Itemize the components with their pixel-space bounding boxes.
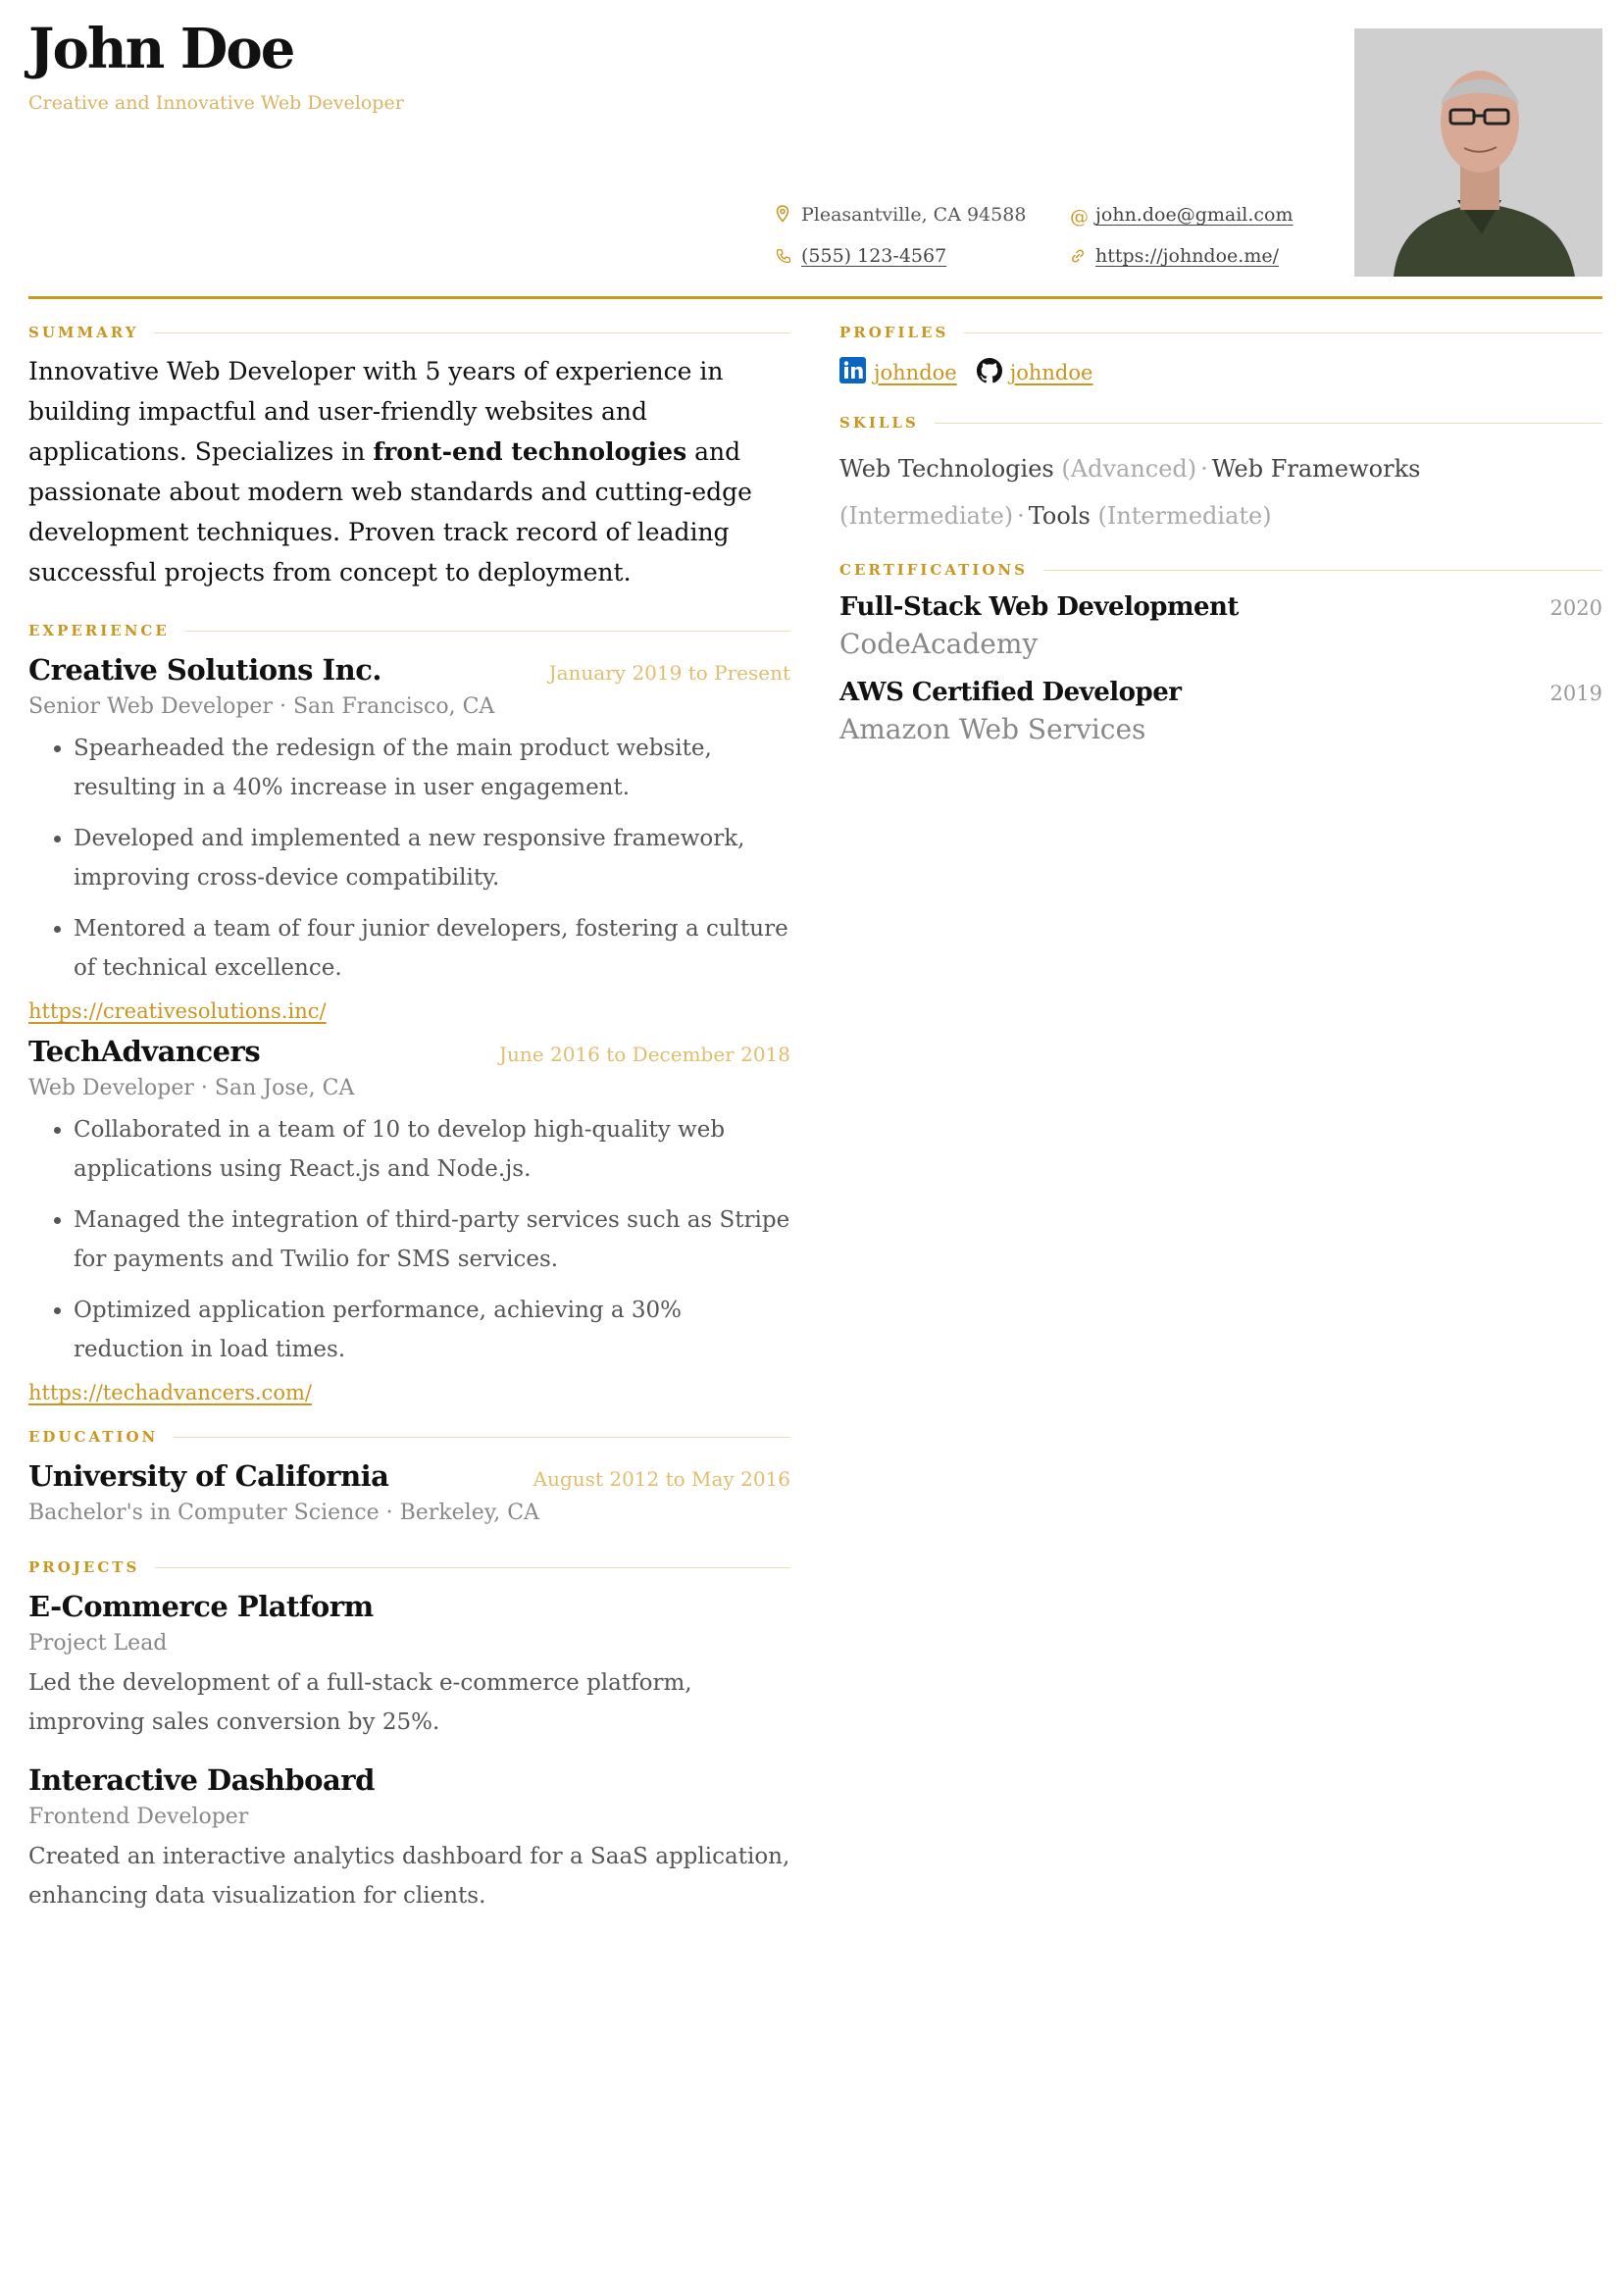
link-icon [1070, 247, 1088, 269]
date-range: June 2016 to December 2018 [499, 1043, 790, 1066]
certification-year: 2020 [1549, 596, 1602, 620]
project-name: Interactive Dashboard [28, 1763, 375, 1797]
contact-phone [776, 245, 946, 269]
certification-issuer: Amazon Web Services [839, 713, 1146, 745]
skill-name: Web Technologies [839, 455, 1054, 483]
project-description: Led the development of a full-stack e-commerce platform, improving sales conversion by 25%. [28, 1670, 692, 1735]
certifications-heading: CERTIFICATIONS [839, 561, 1602, 579]
project-role: Frontend Developer [28, 1805, 249, 1829]
education-entry [28, 1459, 790, 1525]
company-url-link[interactable]: https://creativesolutions.inc/ [28, 999, 327, 1023]
achievement-list [28, 729, 790, 988]
main-column [28, 324, 790, 1915]
summary-text-part: Innovative Web Developer with 5 years of experience in building impactful and user-friendly websites and applications. Specializes in [28, 357, 724, 466]
phone-icon [776, 247, 793, 269]
date-range: August 2012 to May 2016 [533, 1467, 790, 1491]
summary-highlight: front-end technologies [373, 437, 687, 466]
skills-section [839, 414, 1602, 539]
achievement-item: • Managed the integration of third-party services such as Stripe for payments and Twilio for SMS services. [74, 1200, 790, 1279]
project-entry [28, 1590, 790, 1742]
certification-name: Full-Stack Web Development [839, 592, 1239, 622]
certification-entry [839, 678, 1602, 745]
certifications-section [839, 561, 1602, 745]
certification-issuer: CodeAcademy [839, 628, 1039, 660]
job-location: San Jose, CA [214, 1076, 355, 1100]
skill-name: Web Frameworks [1211, 455, 1421, 483]
projects-section [28, 1558, 790, 1915]
project-name: E-Commerce Platform [28, 1590, 374, 1623]
project-entry [28, 1763, 790, 1915]
resume-header [28, 0, 1602, 298]
institution-name: University of California [28, 1459, 389, 1493]
header-divider [28, 296, 1602, 299]
company-url-link[interactable]: https://techadvancers.com/ [28, 1381, 312, 1404]
certification-name: AWS Certified Developer [839, 678, 1182, 707]
skill-level: (Advanced) [1061, 455, 1197, 483]
achievement-item: • Developed and implemented a new responsive framework, improving cross-device compatibility. [74, 819, 790, 897]
experience-entry [28, 653, 790, 1023]
projects-heading: PROJECTS [28, 1558, 790, 1576]
linkedin-profile [839, 357, 957, 388]
achievement-list [28, 1110, 790, 1369]
contact-email [1070, 204, 1294, 228]
sidebar-column [839, 324, 1602, 745]
project-role: Project Lead [28, 1631, 168, 1656]
contact-website [1070, 245, 1279, 269]
certification-year: 2019 [1549, 682, 1602, 705]
profiles-section [839, 324, 1602, 388]
profiles-heading: PROFILES [839, 324, 1602, 341]
education-heading: EDUCATION [28, 1428, 790, 1446]
summary-text-part: and passionate about modern web standards and cutting-edge development techniques. Proven track record of leading successful projects from concept to deployment. [28, 437, 752, 586]
contact-location [776, 204, 1026, 228]
experience-heading: EXPERIENCE [28, 622, 790, 639]
company-name: TechAdvancers [28, 1035, 261, 1068]
position-line: Senior Web Developer · San Francisco, CA [28, 694, 495, 719]
skills-heading: SKILLS [839, 414, 1602, 432]
github-link[interactable]: johndoe [1009, 361, 1093, 384]
map-pin-icon [776, 205, 793, 228]
github-profile [977, 358, 1093, 388]
skill-level: (Intermediate) [839, 502, 1014, 530]
at-icon: @ [1070, 206, 1089, 228]
profile-photo [1354, 28, 1602, 277]
certification-entry [839, 592, 1602, 660]
position-line: Web Developer · San Jose, CA [28, 1076, 355, 1100]
github-icon [977, 358, 1002, 388]
position-title: Senior Web Developer [28, 694, 273, 719]
experience-entry [28, 1035, 790, 1404]
candidate-name: John Doe [28, 17, 294, 81]
linkedin-icon [839, 357, 866, 388]
company-name: Creative Solutions Inc. [28, 653, 381, 687]
achievement-item: • Spearheaded the redesign of the main product website, resulting in a 40% increase in user engagement. [74, 729, 790, 807]
experience-section [28, 622, 790, 1404]
location-text: Pleasantville, CA 94588 [801, 204, 1027, 226]
achievement-item: • Collaborated in a team of 10 to develop high-quality web applications using React.js and Node.js. [74, 1110, 790, 1189]
education-location: Berkeley, CA [399, 1501, 539, 1525]
summary-heading: SUMMARY [28, 324, 790, 341]
project-description: Created an interactive analytics dashboard for a SaaS application, enhancing data visualization for clients. [28, 1844, 790, 1909]
achievement-item: • Optimized application performance, achieving a 30% reduction in load times. [74, 1291, 790, 1369]
job-location: San Francisco, CA [292, 694, 495, 719]
candidate-headline: Creative and Innovative Web Developer [28, 92, 404, 114]
linkedin-link[interactable]: johndoe [874, 361, 957, 384]
degree-title: Bachelor's in Computer Science [28, 1501, 380, 1525]
skill-level: (Intermediate) [1097, 502, 1272, 530]
skills-list: Web Technologies (Advanced) · Web Frameworks (Intermediate) · Tools (Intermediate) [839, 455, 1421, 530]
degree-line: Bachelor's in Computer Science · Berkeley, CA [28, 1501, 539, 1525]
email-link[interactable]: john.doe@gmail.com [1095, 204, 1294, 226]
phone-link[interactable]: (555) 123-4567 [801, 245, 947, 267]
date-range: January 2019 to Present [548, 661, 790, 685]
skill-name: Tools [1028, 502, 1091, 530]
education-section [28, 1428, 790, 1525]
summary-text [28, 351, 790, 592]
achievement-item: • Mentored a team of four junior developers, fostering a culture of technical excellence. [74, 909, 790, 988]
summary-section [28, 324, 790, 592]
website-link[interactable]: https://johndoe.me/ [1095, 245, 1279, 267]
position-title: Web Developer [28, 1076, 194, 1100]
